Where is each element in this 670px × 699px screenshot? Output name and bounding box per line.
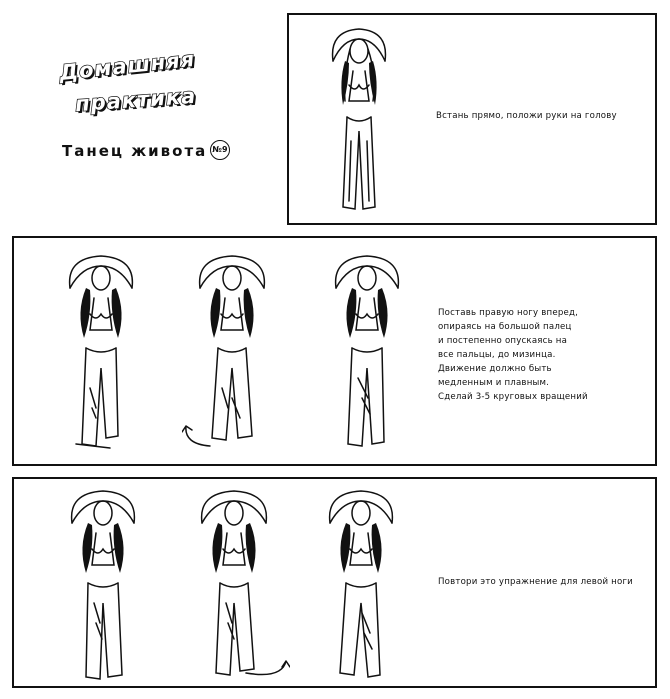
issue-number-badge: №9 xyxy=(210,140,230,160)
belly-dancer-figure-icon xyxy=(319,21,399,217)
step-2-caption-line: Движение должно быть xyxy=(438,364,552,374)
step-2-caption-line: Поставь правую ногу вперед, xyxy=(438,308,579,318)
step-2-caption-line: все пальцы, до мизинца. xyxy=(438,350,556,360)
step-2-caption xyxy=(438,306,588,404)
step-1-caption: Встань прямо, положи руки на голову xyxy=(436,111,617,121)
step-2-caption-line: и постепенно опускаясь на xyxy=(438,336,568,346)
belly-dancer-figure-icon xyxy=(322,248,412,453)
step-2-caption-line: опираясь на большой палец xyxy=(438,322,572,332)
belly-dancer-figure-icon xyxy=(58,483,148,683)
step-2-caption-line: Сделай 3-5 круговых вращений xyxy=(438,392,588,402)
step-3-caption: Повтори это упражнение для левой ноги xyxy=(438,577,633,587)
belly-dancer-figure-icon xyxy=(186,483,290,683)
step-panel-3 xyxy=(12,477,657,688)
logo-title-line2: практика xyxy=(74,83,197,117)
belly-dancer-figure-icon xyxy=(56,248,146,453)
step-panel-1 xyxy=(287,13,657,225)
step-2-caption-line: медленным и плавным. xyxy=(438,378,550,388)
step-panel-2 xyxy=(12,236,657,466)
belly-dancer-figure-icon xyxy=(182,248,282,453)
belly-dancer-figure-icon xyxy=(316,483,406,683)
subtitle: Танец живота xyxy=(62,142,208,160)
logo-title-line1: Домашняя xyxy=(58,46,197,86)
logo xyxy=(45,44,225,184)
